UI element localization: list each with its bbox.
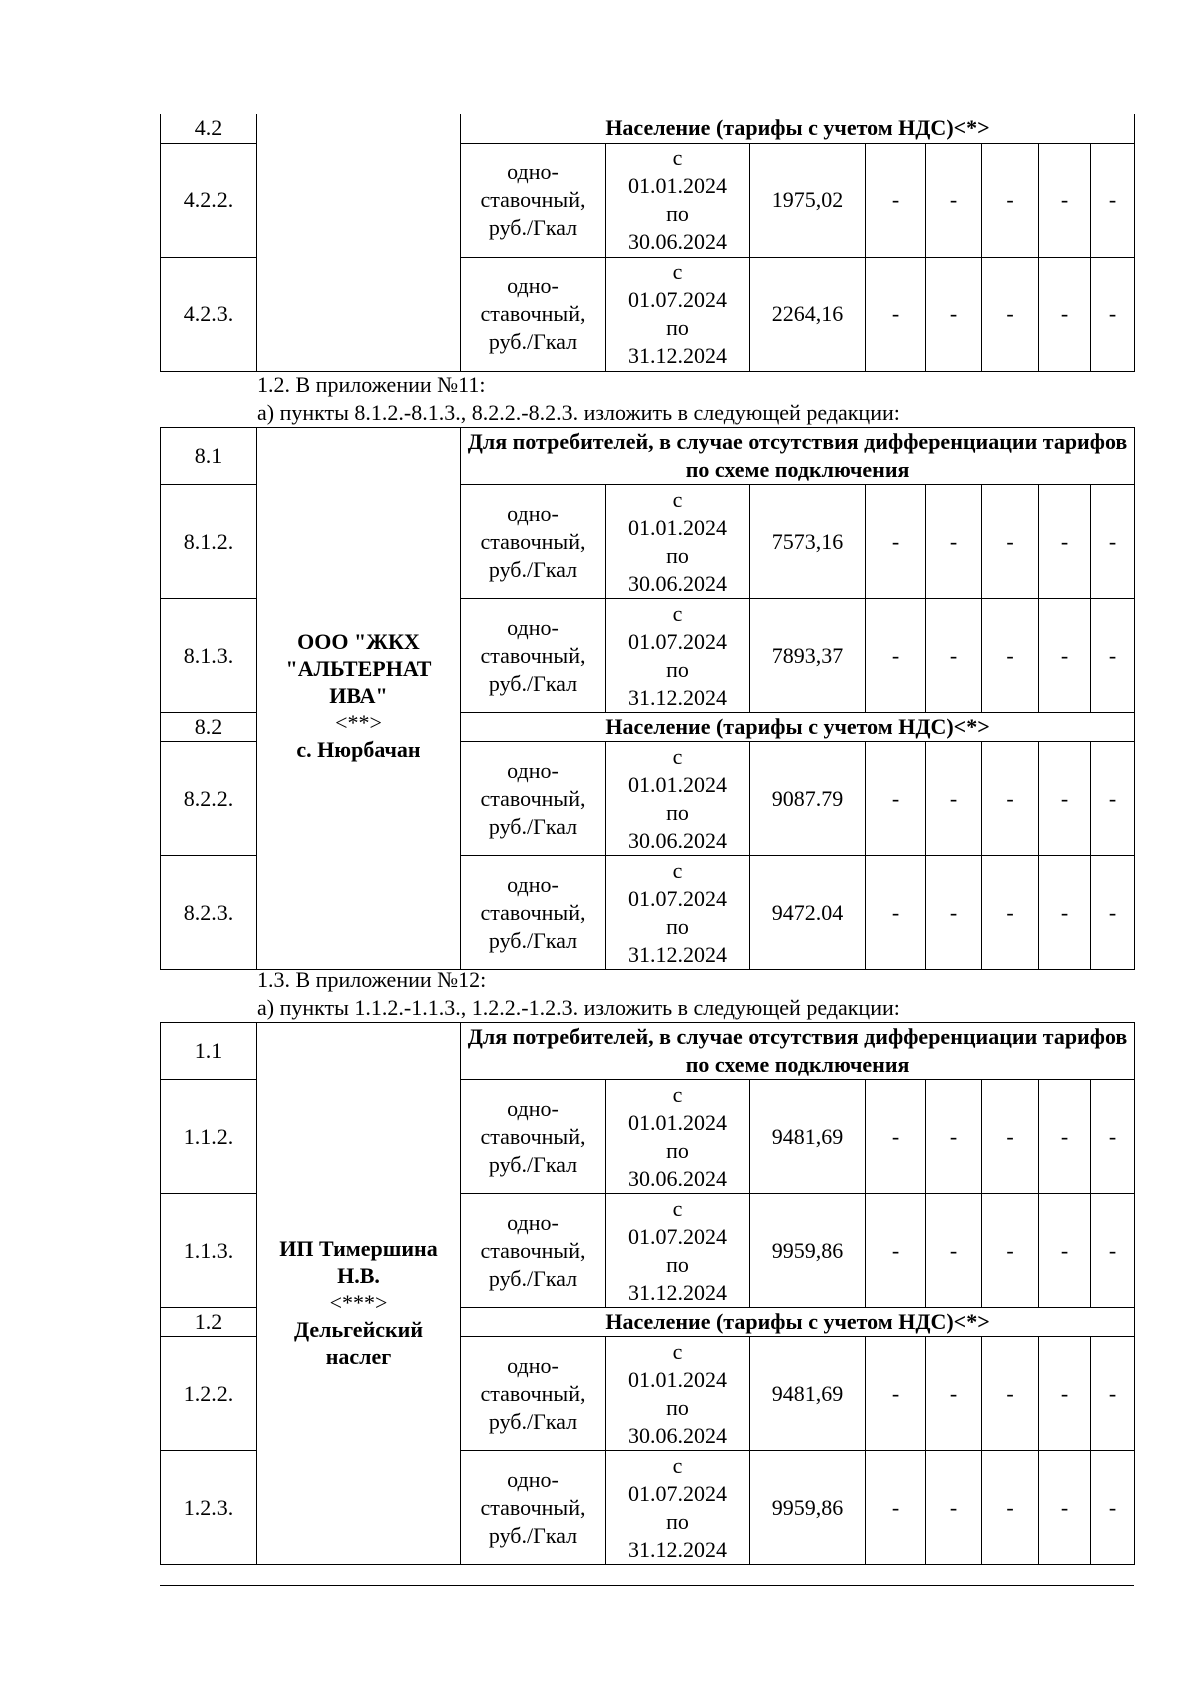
section-header: Население (тарифы с учетом НДС)<*> xyxy=(461,713,1135,742)
rate-type: одно- ставочный, руб./Гкал xyxy=(461,856,606,970)
period: с 01.07.2024 по 31.12.2024 xyxy=(606,599,750,713)
row-number: 4.2.3. xyxy=(161,257,257,371)
empty-value: - xyxy=(1091,257,1135,371)
empty-value: - xyxy=(866,1080,926,1194)
tariff-table-appendix-11 xyxy=(160,427,1135,970)
period: с 01.07.2024 по 31.12.2024 xyxy=(606,1451,750,1565)
organization-line: <**> xyxy=(335,710,382,735)
period: с 01.01.2024 по 30.06.2024 xyxy=(606,143,750,257)
row-number: 8.2.3. xyxy=(161,856,257,970)
period: с 01.01.2024 по 30.06.2024 xyxy=(606,1337,750,1451)
empty-value: - xyxy=(982,485,1039,599)
empty-value: - xyxy=(982,1337,1039,1451)
empty-value: - xyxy=(926,856,982,970)
tariff-value: 9959,86 xyxy=(750,1451,866,1565)
organization-cell xyxy=(257,114,461,371)
empty-value: - xyxy=(926,1451,982,1565)
organization-line: Дельгейский xyxy=(293,1317,424,1342)
empty-value: - xyxy=(982,1451,1039,1565)
empty-value: - xyxy=(1091,1451,1135,1565)
empty-value: - xyxy=(1039,742,1091,856)
paragraph-1-2-a: а) пункты 8.1.2.-8.1.3., 8.2.2.-8.2.3. изложить в следующей редакции: xyxy=(257,400,900,425)
empty-value: - xyxy=(1091,485,1135,599)
tariff-value: 9087.79 xyxy=(750,742,866,856)
tariff-value: 2264,16 xyxy=(750,257,866,371)
empty-value: - xyxy=(1091,1194,1135,1308)
period: с 01.01.2024 по 30.06.2024 xyxy=(606,485,750,599)
row-number: 8.1.3. xyxy=(161,599,257,713)
row-number: 8.2 xyxy=(161,713,257,742)
empty-value: - xyxy=(982,742,1039,856)
row-number: 8.1.2. xyxy=(161,485,257,599)
empty-value: - xyxy=(1039,143,1091,257)
empty-value: - xyxy=(866,742,926,856)
section-header: Население (тарифы с учетом НДС)<*> xyxy=(461,114,1135,143)
empty-value: - xyxy=(926,257,982,371)
empty-value: - xyxy=(1091,599,1135,713)
section-header: Для потребителей, в случае отсутствия дифференциации тарифов по схеме подключения xyxy=(461,428,1135,485)
empty-value: - xyxy=(1091,1337,1135,1451)
empty-value: - xyxy=(926,599,982,713)
empty-value: - xyxy=(926,742,982,856)
rate-type: одно- ставочный, руб./Гкал xyxy=(461,1080,606,1194)
empty-value: - xyxy=(982,599,1039,713)
organization-line: <***> xyxy=(329,1290,388,1315)
organization-cell xyxy=(257,1023,461,1565)
table-header-row xyxy=(161,114,1135,143)
organization-line: с. Нюрбачан xyxy=(296,737,421,762)
empty-value: - xyxy=(982,257,1039,371)
rate-type: одно- ставочный, руб./Гкал xyxy=(461,599,606,713)
empty-value: - xyxy=(1039,599,1091,713)
organization-line: Н.В. xyxy=(337,1263,380,1288)
rate-type: одно- ставочный, руб./Гкал xyxy=(461,1451,606,1565)
paragraph-1-3-a: а) пункты 1.1.2.-1.1.3., 1.2.2.-1.2.3. изложить в следующей редакции: xyxy=(257,995,900,1020)
empty-value: - xyxy=(866,143,926,257)
empty-value: - xyxy=(926,1337,982,1451)
tariff-value: 1975,02 xyxy=(750,143,866,257)
empty-value: - xyxy=(1039,485,1091,599)
empty-value: - xyxy=(866,1337,926,1451)
rate-type: одно- ставочный, руб./Гкал xyxy=(461,742,606,856)
tariff-table-section-4 xyxy=(160,114,1135,372)
organization-line: ИП Тимершина xyxy=(279,1236,438,1261)
empty-value: - xyxy=(982,143,1039,257)
tariff-value: 9481,69 xyxy=(750,1080,866,1194)
row-number: 8.1 xyxy=(161,428,257,485)
empty-value: - xyxy=(926,143,982,257)
section-header: Для потребителей, в случае отсутствия дифференциации тарифов по схеме подключения xyxy=(461,1023,1135,1080)
empty-value: - xyxy=(866,856,926,970)
empty-value: - xyxy=(866,599,926,713)
empty-value: - xyxy=(866,257,926,371)
empty-value: - xyxy=(866,1194,926,1308)
empty-value: - xyxy=(926,1080,982,1194)
row-number: 4.2 xyxy=(161,114,257,143)
empty-value: - xyxy=(866,1451,926,1565)
empty-value: - xyxy=(1039,856,1091,970)
empty-value: - xyxy=(1091,143,1135,257)
row-number: 1.2 xyxy=(161,1308,257,1337)
tariff-value: 9959,86 xyxy=(750,1194,866,1308)
period: с 01.07.2024 по 31.12.2024 xyxy=(606,856,750,970)
section-header: Население (тарифы с учетом НДС)<*> xyxy=(461,1308,1135,1337)
organization-line: наслег xyxy=(325,1344,392,1369)
period: с 01.01.2024 по 30.06.2024 xyxy=(606,742,750,856)
organization-line: ООО "ЖКХ xyxy=(297,629,420,654)
empty-value: - xyxy=(1039,1194,1091,1308)
tariff-value: 7573,16 xyxy=(750,485,866,599)
tariff-value: 9472.04 xyxy=(750,856,866,970)
empty-value: - xyxy=(1039,1451,1091,1565)
organization-line: ИВА" xyxy=(329,683,388,708)
empty-value: - xyxy=(1091,1080,1135,1194)
empty-value: - xyxy=(866,485,926,599)
empty-value: - xyxy=(1039,1337,1091,1451)
period: с 01.07.2024 по 31.12.2024 xyxy=(606,1194,750,1308)
footer-divider xyxy=(160,1585,1134,1586)
empty-value: - xyxy=(1039,257,1091,371)
empty-value: - xyxy=(926,1194,982,1308)
tariff-value: 7893,37 xyxy=(750,599,866,713)
tariff-table-appendix-12 xyxy=(160,1022,1135,1565)
period: с 01.07.2024 по 31.12.2024 xyxy=(606,257,750,371)
period: с 01.01.2024 по 30.06.2024 xyxy=(606,1080,750,1194)
row-number: 1.2.3. xyxy=(161,1451,257,1565)
rate-type: одно- ставочный, руб./Гкал xyxy=(461,143,606,257)
row-number: 8.2.2. xyxy=(161,742,257,856)
empty-value: - xyxy=(1091,742,1135,856)
paragraph-1-3: 1.3. В приложении №12: xyxy=(257,967,487,992)
empty-value: - xyxy=(982,1080,1039,1194)
row-number: 4.2.2. xyxy=(161,143,257,257)
empty-value: - xyxy=(1091,856,1135,970)
rate-type: одно- ставочный, руб./Гкал xyxy=(461,1194,606,1308)
organization-line: "АЛЬТЕРНАТ xyxy=(285,656,432,681)
empty-value: - xyxy=(982,856,1039,970)
paragraph-1-2: 1.2. В приложении №11: xyxy=(257,372,486,397)
table-header-row xyxy=(161,1023,1135,1080)
tariff-value: 9481,69 xyxy=(750,1337,866,1451)
table-header-row xyxy=(161,428,1135,485)
empty-value: - xyxy=(1039,1080,1091,1194)
organization-cell xyxy=(257,428,461,970)
empty-value: - xyxy=(926,485,982,599)
row-number: 1.1.3. xyxy=(161,1194,257,1308)
row-number: 1.1 xyxy=(161,1023,257,1080)
row-number: 1.2.2. xyxy=(161,1337,257,1451)
rate-type: одно- ставочный, руб./Гкал xyxy=(461,485,606,599)
rate-type: одно- ставочный, руб./Гкал xyxy=(461,257,606,371)
empty-value: - xyxy=(982,1194,1039,1308)
rate-type: одно- ставочный, руб./Гкал xyxy=(461,1337,606,1451)
row-number: 1.1.2. xyxy=(161,1080,257,1194)
